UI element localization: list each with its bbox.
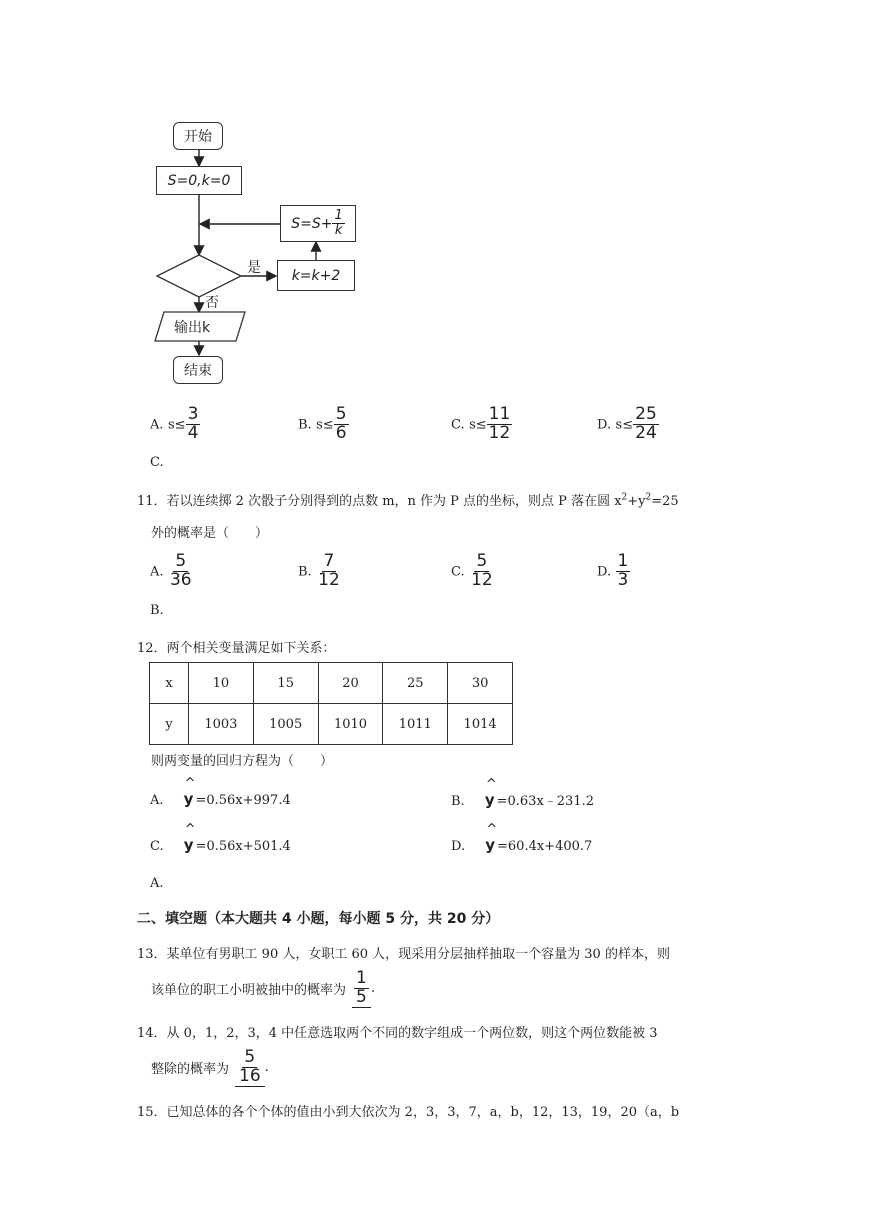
no-label: 否 xyxy=(205,295,219,311)
decision-diamond xyxy=(157,255,241,297)
q10-option-b: B. s≤ $\frac{5}{6}$ xyxy=(298,404,347,443)
init-node: S=0,k=0 xyxy=(156,166,242,195)
table-cell: 30 xyxy=(448,663,513,704)
q14-answer-blank: $\frac{5}{16}$ xyxy=(235,1049,265,1087)
q11-option-a: A. $\frac{5}{36}$ xyxy=(150,551,192,590)
q10-option-c: C. s≤ $\frac{11}{12}$ xyxy=(451,404,511,443)
start-node: 开始 xyxy=(173,122,223,150)
y-hat: ^ y xyxy=(485,836,495,854)
yes-label: 是 xyxy=(247,260,261,276)
table-cell: y xyxy=(150,704,189,745)
q11-answer: B. xyxy=(150,603,164,618)
q12-answer: A. xyxy=(150,876,164,891)
q11-text-line1: 11．若以连续掷 2 次骰子分别得到的点数 m，n 作为 P 点的坐标，则点 P 落在圆 $x^2+y^2=25$ xyxy=(137,492,679,509)
table-cell: 10 xyxy=(189,663,254,704)
q12-question: 则两变量的回归方程为（ ） xyxy=(151,754,334,769)
update-s-fraction: $\frac{1}{k}$ xyxy=(334,208,343,238)
output-label: 输出k xyxy=(174,320,211,336)
q12-option-a: A. ^ y =0.56x+997.4 xyxy=(150,790,291,808)
table-cell: 1010 xyxy=(318,704,383,745)
q14-line2: 整除的概率为 $\frac{5}{16}$ . xyxy=(151,1047,269,1086)
table-cell: 1005 xyxy=(253,704,318,745)
q13-answer-blank: $\frac{1}{5}$ xyxy=(352,970,371,1008)
q14-line1: 14．从 0，1，2，3，4 中任意选取两个不同的数字组成一个两位数，则这个两位数能被 3 xyxy=(137,1026,658,1041)
q11-text-line2: 外的概率是（ ） xyxy=(151,526,269,541)
q10-option-a: A. s≤ $\frac{3}{4}$ xyxy=(150,404,199,443)
q15-line1: 15．已知总体的各个个体的值由小到大依次为 2，3，3，7，a，b，12，13，19，20（a，b xyxy=(137,1105,680,1120)
q12-option-b: B. ^ y =0.63x﹣231.2 xyxy=(451,790,594,809)
table-cell: 15 xyxy=(253,663,318,704)
q13-line2: 该单位的职工小明被抽中的概率为 $\frac{1}{5}$ . xyxy=(151,968,375,1007)
update-s-node: S=S+ $\frac{1}{k}$ xyxy=(280,205,356,242)
table-row-x xyxy=(150,663,513,704)
y-hat: ^ y xyxy=(485,791,495,809)
q12-option-c: C. ^ y =0.56x+501.4 xyxy=(150,836,291,854)
end-node: 结束 xyxy=(173,356,223,384)
q10-answer: C. xyxy=(150,455,164,470)
table-cell: 1003 xyxy=(189,704,254,745)
flowchart-connectors xyxy=(0,0,869,400)
q12-text: 12．两个相关变量满足如下关系： xyxy=(137,641,336,656)
q13-line1: 13．某单位有男职工 90 人，女职工 60 人，现采用分层抽样抽取一个容量为 30 的样本，则 xyxy=(137,947,670,962)
q12-option-d: D. ^ y =60.4x+400.7 xyxy=(451,836,592,854)
table-cell: 20 xyxy=(318,663,383,704)
q10-option-d: D. s≤ $\frac{25}{24}$ xyxy=(597,404,657,443)
table-cell: 25 xyxy=(383,663,448,704)
q11-option-c: C. $\frac{5}{12}$ xyxy=(451,551,493,590)
table-row-y xyxy=(150,704,513,745)
q11-option-b: B. $\frac{7}{12}$ xyxy=(298,551,340,590)
y-hat: ^ y xyxy=(184,836,194,854)
table-cell: 1014 xyxy=(448,704,513,745)
y-hat: ^ y xyxy=(184,790,194,808)
q11-option-d: D. $\frac{1}{3}$ xyxy=(597,551,629,590)
q12-data-table xyxy=(149,662,513,745)
section-heading: 二、填空题（本大题共 4 小题，每小题 5 分，共 20 分） xyxy=(137,911,500,927)
update-k-node: k=k+2 xyxy=(277,260,355,291)
table-cell: 1011 xyxy=(383,704,448,745)
table-cell: x xyxy=(150,663,189,704)
